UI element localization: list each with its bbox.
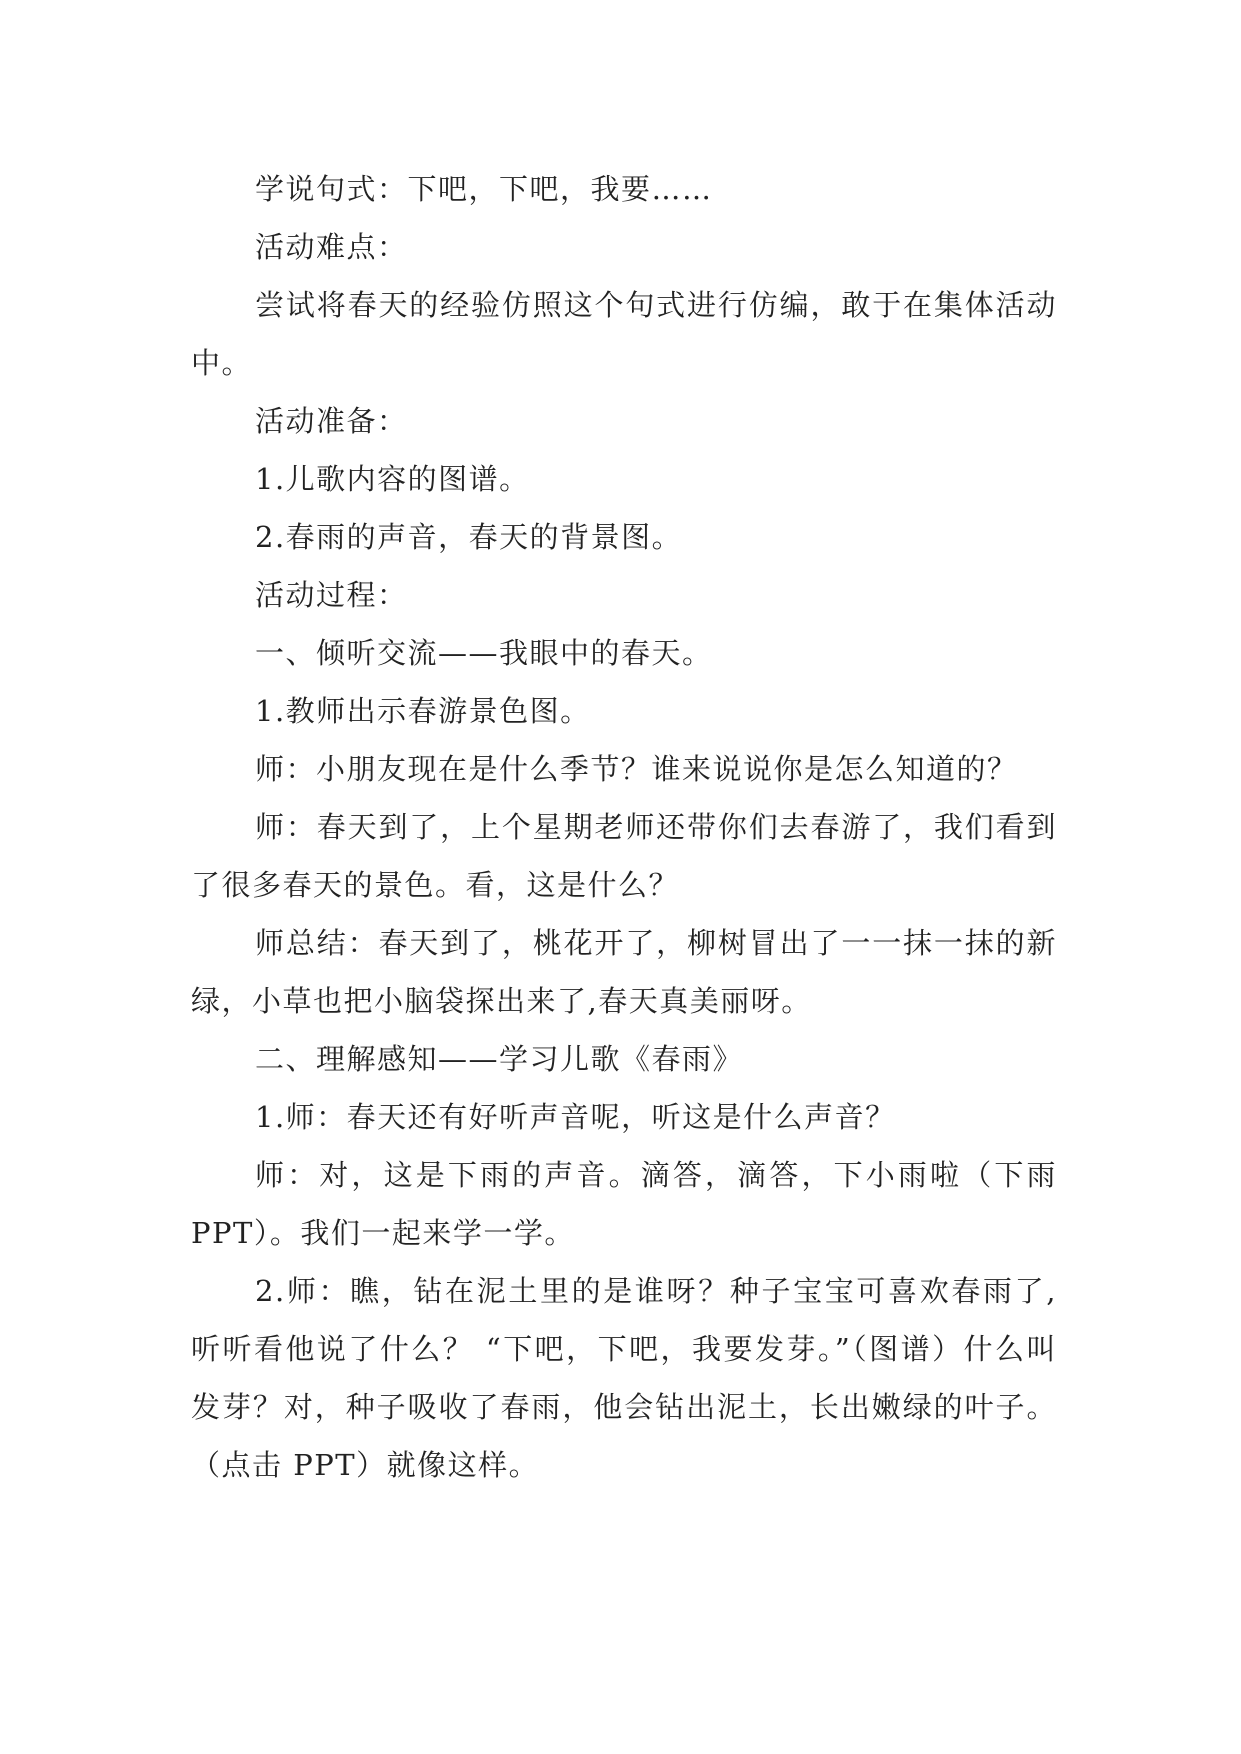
list-item-process-1: 1.教师出示春游景色图。 xyxy=(255,694,591,728)
heading-activity-process: 活动过程： xyxy=(255,578,408,612)
paragraph-teacher-spring-trip: 师：春天到了，上个星期老师还带你们去春游了，我们看到了很多春天的景色。看，这是什么？ xyxy=(191,810,1057,902)
heading-activity-difficulty: 活动难点： xyxy=(255,230,408,264)
paragraph-sentence-pattern: 学说句式：下吧，下吧，我要…… xyxy=(255,172,713,206)
document-body xyxy=(191,160,1057,1494)
paragraph-difficulty-detail: 尝试将春天的经验仿照这个句式进行仿编，敢于在集体活动中。 xyxy=(191,288,1057,380)
paragraph-teacher-question: 师：小朋友现在是什么季节？谁来说说你是怎么知道的？ xyxy=(255,752,1018,786)
list-item-process-2-1: 1.师：春天还有好听声音呢，听这是什么声音？ xyxy=(255,1100,896,1134)
list-item-process-2-2: 2.师：瞧，钻在泥土里的是谁呀？种子宝宝可喜欢春雨了,听听看他说了什么？ “下吧，下吧，我要发芽。”（图谱）什么叫发芽？对，种子吸收了春雨，他会钻出泥土，长出嫩绿的叶子。（点击 PPT）就像这样。 xyxy=(191,1274,1057,1482)
section-heading-2: 二、理解感知——学习儿歌《春雨》 xyxy=(255,1042,744,1076)
heading-activity-preparation: 活动准备： xyxy=(255,404,408,438)
list-item-preparation-2: 2.春雨的声音，春天的背景图。 xyxy=(255,520,683,554)
paragraph-teacher-summary: 师总结：春天到了，桃花开了，柳树冒出了一一抹一抹的新绿，小草也把小脑袋探出来了,春天真美丽呀。 xyxy=(191,926,1057,1018)
section-heading-1: 一、倾听交流——我眼中的春天。 xyxy=(255,636,713,670)
list-item-preparation-1: 1.儿歌内容的图谱。 xyxy=(255,462,530,496)
paragraph-rain-sound: 师：对，这是下雨的声音。滴答，滴答，下小雨啦（下雨 PPT）。我们一起来学一学。 xyxy=(191,1158,1057,1250)
